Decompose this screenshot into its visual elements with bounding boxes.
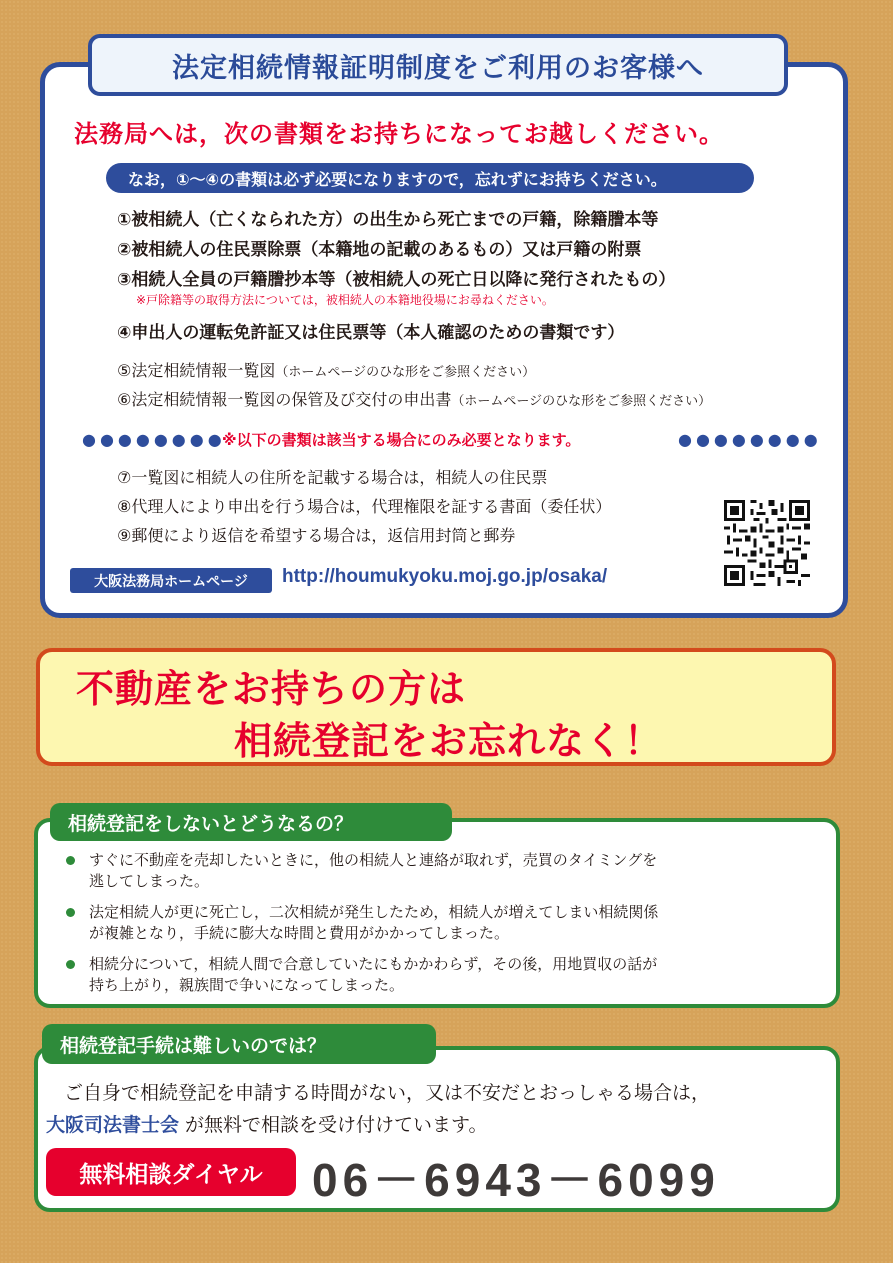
bullet-icon (66, 856, 75, 865)
consultation-tab: 相続登記手続は難しいのでは？ (42, 1024, 436, 1064)
optional-item-8: ⑧代理人により申出を行う場合は，代理権限を証する書面（委任状） (117, 497, 612, 516)
banner-line-1: 不動産をお持ちの方は (76, 667, 467, 711)
required-item-2: ②被相続人の住民票除票（本籍地の記載のあるもの）又は戸籍の附票 (117, 240, 642, 260)
item-6 (117, 387, 711, 410)
item-5-main: ⑤法定相続情報一覧図 (117, 361, 276, 380)
bullet-icon (66, 960, 75, 969)
required-item-3: ③相続人全員の戸籍謄抄本等（被相続人の死亡日以降に発行されたもの） (117, 270, 676, 290)
consultation-text-2 (46, 1110, 488, 1137)
consequence-item (66, 954, 796, 996)
optional-item-7: ⑦一覧図に相続人の住所を記載する場合は，相続人の住民票 (117, 468, 548, 487)
instruction-headline: 法務局へは，次の書類をお持ちになってお越しください。 (74, 120, 724, 148)
consequence-line: すぐに不動産を売却したいときに，他の相続人と連絡が取れず，売買のタイミングを (89, 851, 658, 869)
homepage-label: 大阪法務局ホームページ (70, 568, 272, 593)
optional-header: ※以下の書類は該当する場合にのみ必要となります。 (222, 431, 581, 449)
phone-number[interactable]: 06－6943－6099 (312, 1154, 720, 1206)
bullet-icon (66, 908, 75, 917)
free-consultation-label: 無料相談ダイヤル (46, 1148, 296, 1196)
banner-line-2: 相続登記をお忘れなく！ (234, 719, 664, 763)
consequence-line: 相続分について，相続人間で合意していたにもかかわらず，その後，用地買収の話が (89, 955, 658, 973)
dots-right: ●●●●●●●● (678, 430, 822, 449)
consequence-line: が複雑となり，手続に膨大な時間と費用がかかってしまった。 (89, 924, 510, 942)
consultation-text-rest: が無料で相談を受け付けています。 (179, 1114, 488, 1136)
required-notice-bar: なお，①～④の書類は必ず必要になりますので，忘れずにお持ちください。 (106, 163, 754, 193)
consequence-line: 持ち上がり，親族間で争いになってしまった。 (89, 976, 405, 994)
item-6-sub: （ホームページのひな形をご参照ください） (451, 394, 712, 409)
homepage-url-link[interactable]: http://houmukyoku.moj.go.jp/osaka/ (282, 566, 608, 587)
optional-item-9: ⑨郵便により返信を希望する場合は，返信用封筒と郵券 (117, 526, 516, 545)
consequence-line: 法定相続人が更に死亡し，二次相続が発生したため，相続人が増えてしまい相続関係 (89, 903, 659, 921)
organization-name: 大阪司法書士会 (46, 1114, 180, 1136)
required-item-4: ④申出人の運転免許証又は住民票等（本人確認のための書類です） (117, 323, 625, 343)
dots-left: ●●●●●●●● (82, 430, 226, 449)
item-5-sub: （ホームページのひな形をご参照ください） (275, 365, 536, 380)
page-title: 法定相続情報証明制度をご利用のお客様へ (88, 34, 788, 96)
qr-code-icon[interactable] (724, 500, 810, 586)
item-5 (117, 358, 535, 381)
consequence-line: 逃してしまった。 (89, 872, 210, 890)
item-6-main: ⑥法定相続情報一覧図の保管及び交付の申出書 (117, 390, 452, 409)
required-note: ※戸除籍等の取得方法については，被相続人の本籍地役場にお尋ねください。 (136, 293, 554, 307)
consequences-tab: 相続登記をしないとどうなるの？ (50, 803, 452, 841)
consultation-text-1: ご自身で相続登記を申請する時間がない，又は不安だとおっしゃる場合は， (64, 1082, 711, 1104)
required-item-1: ①被相続人（亡くなられた方）の出生から死亡までの戸籍，除籍謄本等 (117, 210, 659, 230)
consequence-item (66, 850, 796, 892)
consequence-item (66, 902, 796, 944)
